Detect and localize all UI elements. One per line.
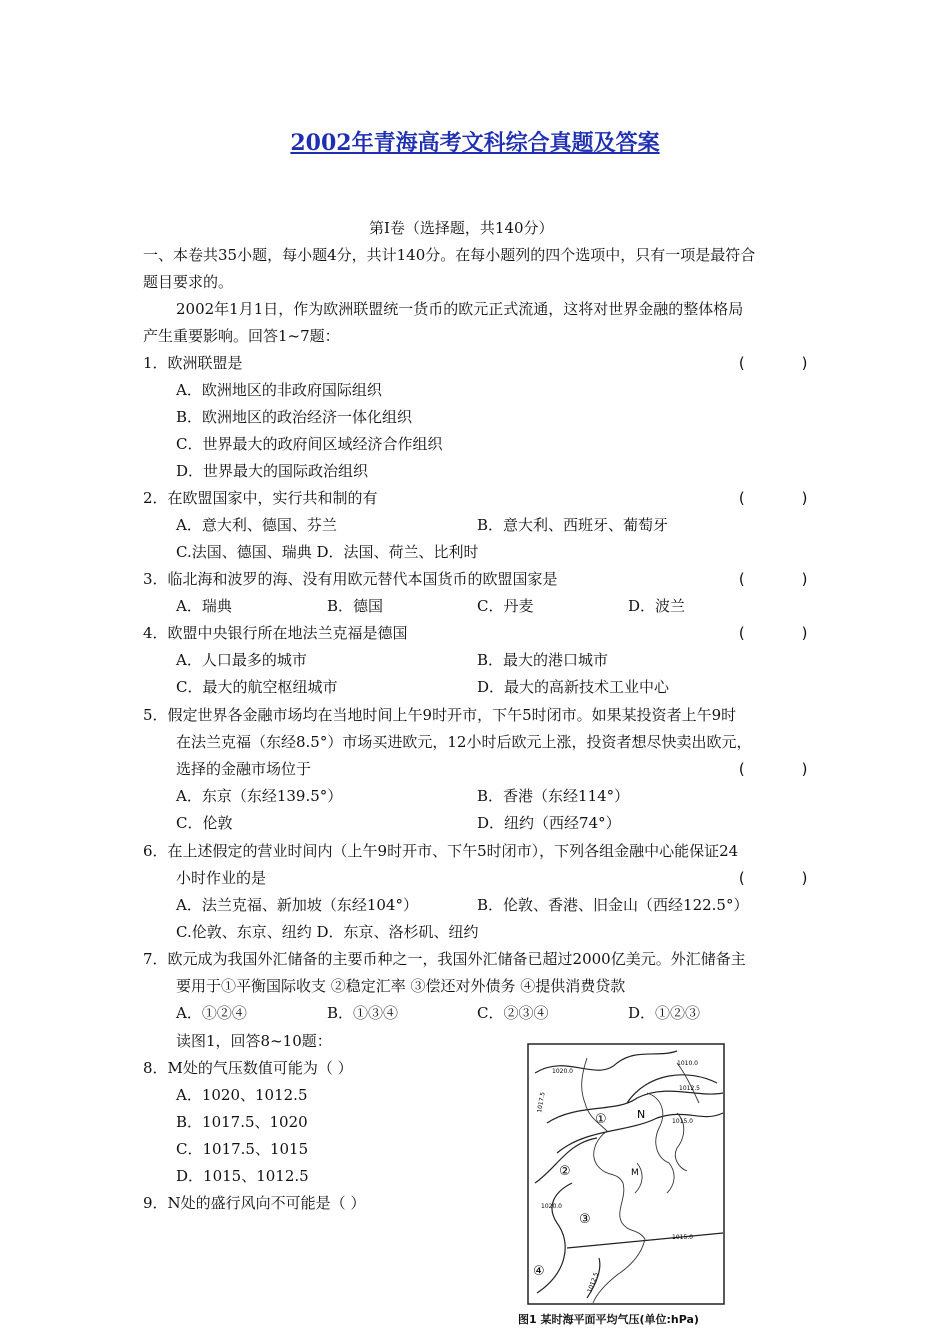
q4-option-a: A．人口最多的城市 [176,651,307,669]
map-intro: 读图1，回答8~10题： [176,1032,332,1050]
q1-option-b: B．欧洲地区的政治经济一体化组织 [176,408,413,426]
q6-stem-1: 6．在上述假定的营业时间内（上午9时开市、下午5时闭市），下列各组金融中心能保证24 [143,842,739,860]
q6-option-cd: C.伦敦、东京、纽约 D．东京、洛杉矶、纽约 [176,923,479,941]
q8-option-d: D．1015、1012.5 [176,1167,309,1185]
passage-line-2: 产生重要影响。回答1~7题： [143,327,340,345]
marker-2: ② [559,1164,571,1179]
isobar-label: 1015.0 [672,1234,693,1241]
q8-stem: 8．M处的气压数值可能为（ ） [143,1059,353,1077]
q4-option-c: C．最大的航空枢纽城市 [176,678,338,696]
q7-option-a: A．①②④ [176,1004,247,1022]
marker-n: N [637,1108,646,1121]
q9-stem: 9．N处的盛行风向不可能是（ ） [143,1194,366,1212]
marker-4: ④ [533,1264,545,1279]
q5-option-c: C．伦敦 [176,814,233,832]
q8-option-c: C．1017.5、1015 [176,1140,309,1158]
q7-option-c: C．②③④ [477,1004,549,1022]
marker-3: ③ [579,1212,591,1227]
q5-stem-3: 选择的金融市场位于 [176,760,312,778]
q6-stem-2: 小时作业的是 [176,869,267,887]
q5-option-d: D．纽约（西经74°） [477,814,621,832]
answer-bracket: ( ) [737,760,810,778]
q3-option-a: A．瑞典 [176,597,232,615]
q7-option-d: D．①②③ [628,1004,701,1022]
page-title: 2002年青海高考文科综合真题及答案 [290,130,660,156]
q7-option-b: B．①③④ [327,1004,399,1022]
intro-line-1: 一、本卷共35小题，每小题4分，共计140分。在每小题列的四个选项中，只有一项是最符合 [143,246,756,264]
isobar-label: 1017.5 [536,1091,547,1114]
q5-option-b: B．香港（东经114°） [477,787,630,805]
q6-option-a: A．法兰克福、新加坡（东经104°） [176,896,418,914]
passage-line-1: 2002年1月1日，作为欧洲联盟统一货币的欧元正式流通，这将对世界金融的整体格局 [176,300,744,318]
q3-stem: 3．临北海和波罗的海、没有用欧元替代本国货币的欧盟国家是 [143,570,558,588]
q6-option-b: B．伦敦、香港、旧金山（西经122.5°） [477,896,749,914]
answer-bracket: ( ) [737,570,810,588]
q1-option-c: C．世界最大的政府间区域经济合作组织 [176,435,443,453]
answer-bracket: ( ) [737,354,810,372]
q1-option-a: A．欧洲地区的非政府国际组织 [176,381,382,399]
q4-option-b: B．最大的港口城市 [477,651,609,669]
q2-option-cd: C.法国、德国、瑞典 D．法国、荷兰、比利时 [176,543,479,561]
q2-option-b: B．意大利、西班牙、葡萄牙 [477,516,669,534]
isobar-label: 1012.5 [679,1085,700,1092]
isobar-label: 1020.0 [552,1068,573,1075]
q8-option-a: A．1020、1012.5 [176,1086,308,1104]
isobar-label: 1012.5 [586,1271,601,1294]
q7-stem-2: 要用于①平衡国际收支 ②稳定汇率 ③偿还对外债务 ④提供消费贷款 [176,977,626,995]
q3-option-b: B．德国 [327,597,384,615]
answer-bracket: ( ) [737,489,810,507]
q4-stem: 4．欧盟中央银行所在地法兰克福是德国 [143,624,408,642]
section-heading: 第Ⅰ卷（选择题，共140分） [369,219,554,237]
answer-bracket: ( ) [737,624,810,642]
map-frame [528,1044,724,1304]
q5-option-a: A．东京（东经139.5°） [176,787,343,805]
q4-option-d: D．最大的高新技术工业中心 [477,678,670,696]
intro-line-2: 题目要求的。 [143,273,234,291]
figure-caption: 图1 某时海平面平均气压(单位:hPa) [518,1313,699,1326]
isobar-map [527,1043,725,1305]
answer-bracket: ( ) [737,869,810,887]
q3-option-d: D．波兰 [628,597,686,615]
q7-stem-1: 7．欧元成为我国外汇储备的主要币种之一，我国外汇储备已超过2000亿美元。外汇储备主 [143,950,746,968]
q1-stem: 1．欧洲联盟是 [143,354,243,372]
q5-stem-2: 在法兰克福（东经8.5°）市场买进欧元，12小时后欧元上涨，投资者想尽快卖出欧元， [176,733,752,751]
isobar-label: 1020.0 [541,1203,562,1210]
q2-option-a: A．意大利、德国、芬兰 [176,516,337,534]
q3-option-c: C．丹麦 [477,597,534,615]
marker-m: M [631,1168,639,1178]
isobar-label: 1015.0 [672,1118,693,1125]
q1-option-d: D．世界最大的国际政治组织 [176,462,369,480]
q8-option-b: B．1017.5、1020 [176,1113,308,1131]
q5-stem-1: 5．假定世界各金融市场均在当地时间上午9时开市，下午5时闭市。如果某投资者上午9时 [143,706,737,724]
q2-stem: 2．在欧盟国家中，实行共和制的有 [143,489,378,507]
isobar-label: 1010.0 [677,1060,698,1067]
marker-1: ① [595,1112,607,1127]
